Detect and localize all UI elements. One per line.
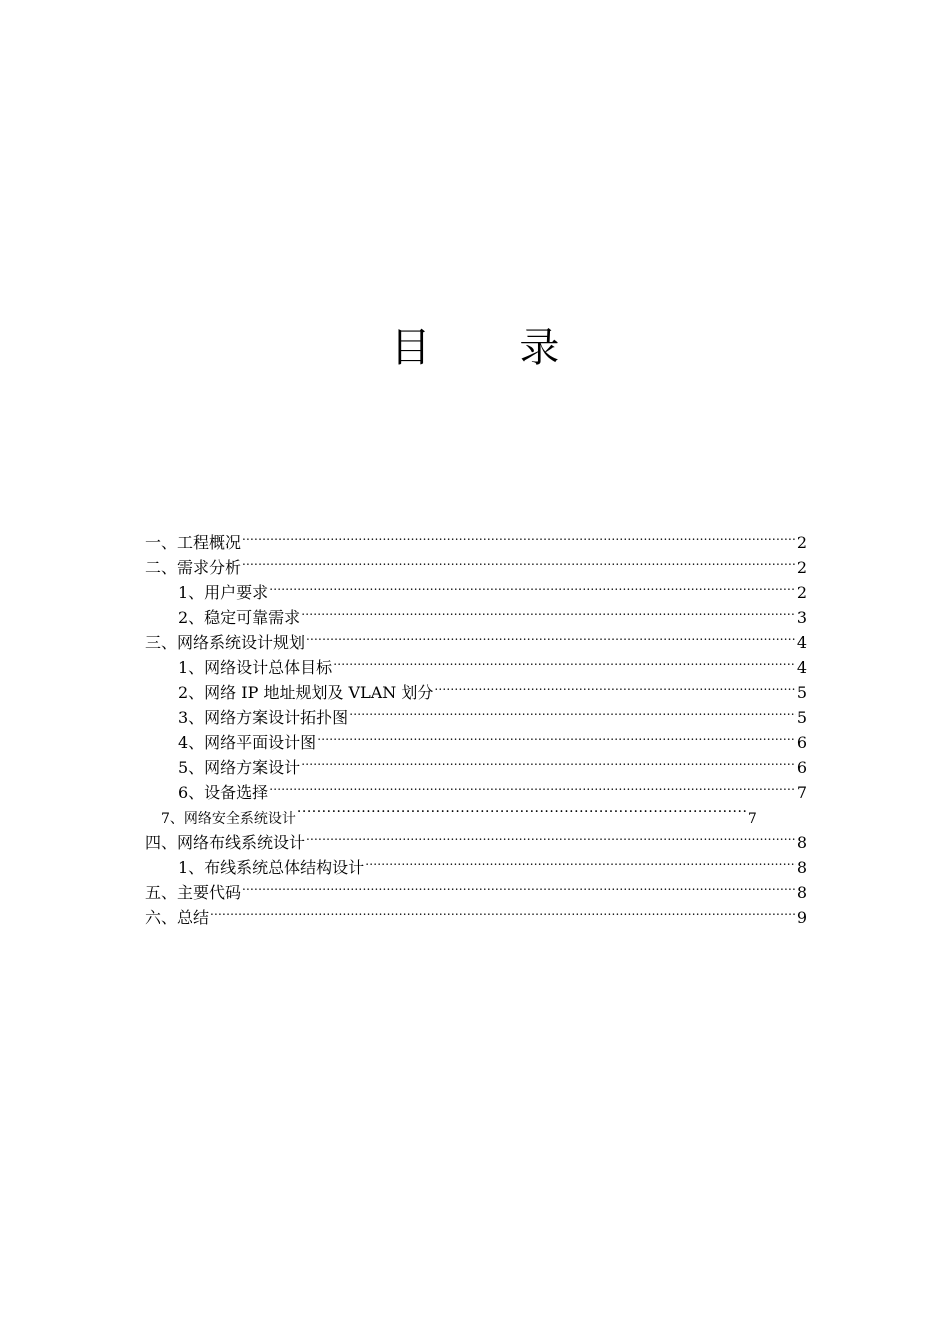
toc-entry-page: 3 (796, 608, 807, 627)
toc-dot-leader (210, 898, 796, 923)
toc-entry-label: 3、网络方案设计拓扑图 (178, 708, 349, 727)
toc-entry-label: 1、布线系统总体结构设计 (178, 858, 365, 877)
toc-entry[interactable] (145, 898, 807, 927)
toc-entry-label: 1、用户要求 (178, 583, 269, 602)
toc-dot-leader (242, 873, 796, 898)
toc-dot-leader (301, 598, 796, 623)
toc-entry-label: 二、需求分析 (145, 558, 242, 577)
toc-entry-label: 1、网络设计总体目标 (178, 658, 333, 677)
toc-dot-leader (301, 748, 796, 773)
page-title: 目 录 (390, 325, 598, 371)
toc-entry-page: 7 (796, 783, 807, 802)
toc-entry-label: 2、网络 IP 地址规划及 VLAN 划分 (178, 683, 434, 702)
toc-entry-page: 4 (796, 633, 807, 652)
toc-entry[interactable] (145, 523, 807, 552)
toc-entry-label: 7、网络安全系统设计 (161, 811, 296, 827)
toc-entry-label: 三、网络系统设计规划 (145, 633, 306, 652)
toc-entry-label: 4、网络平面设计图 (178, 733, 317, 752)
toc-dot-leader (349, 698, 796, 723)
toc-entry-page: 5 (796, 708, 807, 727)
toc-dot-leader (333, 648, 796, 673)
toc-entry-page: 4 (796, 658, 807, 677)
toc-dot-leader (306, 623, 796, 648)
toc-entry-label: 6、设备选择 (178, 783, 269, 802)
toc-entry-page: 8 (796, 858, 807, 877)
toc-entry[interactable] (145, 573, 807, 602)
toc-entry-label: 四、网络布线系统设计 (145, 833, 306, 852)
toc-dot-leader (306, 823, 796, 848)
toc-entry-page: 8 (796, 883, 807, 902)
toc-dot-leader (297, 798, 747, 823)
toc-entry-label: 2、稳定可靠需求 (178, 608, 301, 627)
toc-entry-page: 6 (796, 733, 807, 752)
toc-dot-leader (242, 548, 796, 573)
toc-entry-page: 2 (796, 533, 807, 552)
toc-entry-page: 9 (796, 908, 807, 927)
toc-dot-leader (434, 673, 795, 698)
toc-entry-page: 5 (796, 683, 807, 702)
toc-dot-leader (269, 773, 796, 798)
toc-dot-leader (365, 848, 796, 873)
toc-entry-page: 2 (796, 558, 807, 577)
toc-entry-page: 7 (747, 811, 757, 827)
toc-entry-page: 6 (796, 758, 807, 777)
toc-entry-label: 一、工程概况 (145, 533, 242, 552)
toc-entry-label: 五、主要代码 (145, 883, 242, 902)
toc-entry-label: 5、网络方案设计 (178, 758, 301, 777)
toc-dot-leader (269, 573, 796, 598)
toc-entry-page: 8 (796, 833, 807, 852)
toc-dot-leader (242, 523, 796, 548)
toc-entry-label: 六、总结 (145, 908, 210, 927)
toc-entry-page: 2 (796, 583, 807, 602)
table-of-contents (145, 523, 807, 927)
toc-dot-leader (317, 723, 796, 748)
toc-entry[interactable] (145, 873, 807, 902)
toc-entry[interactable] (145, 548, 807, 577)
